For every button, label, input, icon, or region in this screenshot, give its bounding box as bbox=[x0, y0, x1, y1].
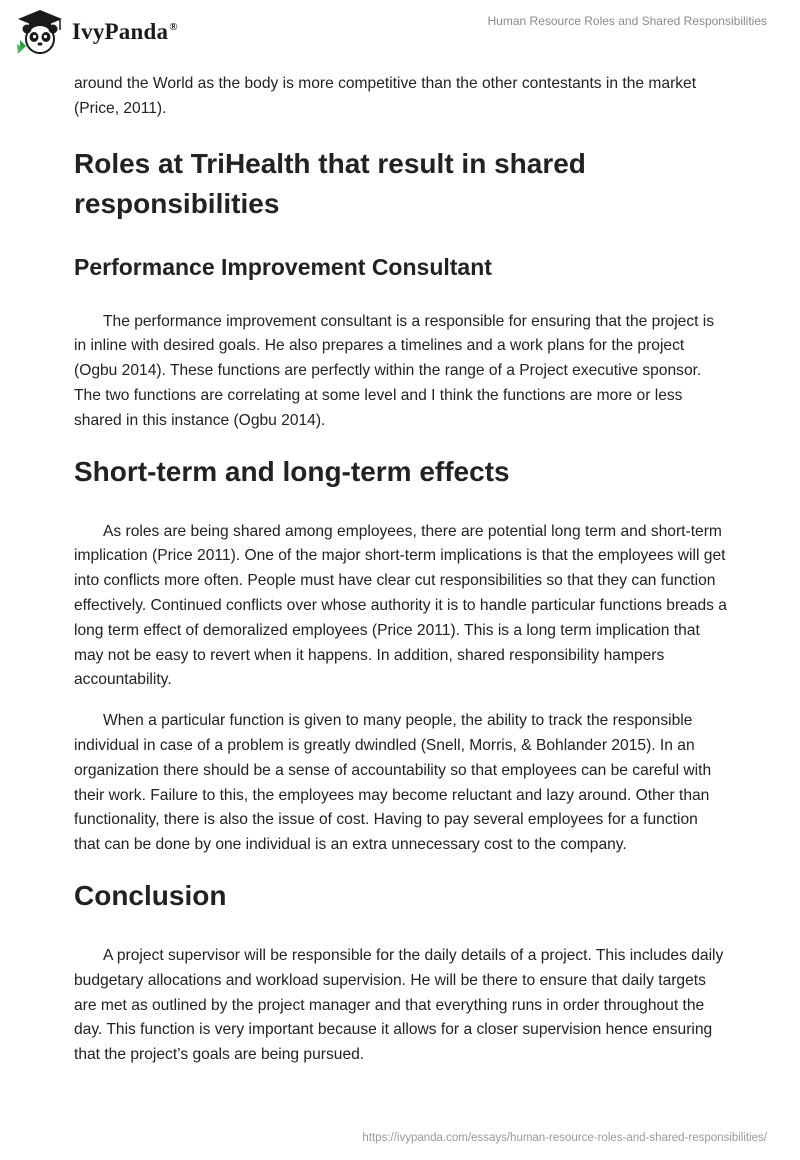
conclusion-paragraph: A project supervisor will be responsible for the daily details of a project. This includes daily budgetary allocations and workload supervision. He will be there to ensure that daily targets are met as outlined by the project manager and that everything runs in order throughout the day. This function is very important because it allows for a closer supervision hence ensuring that the project’s goals are being pursued. bbox=[74, 946, 724, 1064]
brand-name: IvyPanda® bbox=[72, 19, 178, 44]
page-header bbox=[0, 0, 800, 62]
consultant-paragraph: The performance improvement consultant is a responsible for ensuring that the project is in inline with desired goals. He also prepares a timelines and a work plans for the project (Ogbu 2014). These functions are perfectly within the range of a Project executive sponsor. The two functions are correlating at some level and I think the functions are more or less shared in this instance (Ogbu 2014). bbox=[74, 312, 715, 429]
effects-paragraph-1: As roles are being shared among employees, there are potential long term and short-term implication (Price 2011). One of the major short-term implications is that the employees will get into conflicts more often. People must have clear cut responsibilities so that they can function effectively. Continued conflicts over whose authority it is to handle particular functions breads a long term effect of demoralized employees (Price 2011). This is a long term implication that may not be easy to revert when it happens. In addition, shared responsibility hampers accountability. bbox=[74, 522, 727, 689]
intro-continuation-paragraph: around the World as the body is more competitive than the other contestants in the market (Price, 2011). bbox=[74, 75, 697, 117]
essay-content bbox=[74, 72, 728, 1084]
document-title: Human Resource Roles and Shared Responsibilities bbox=[487, 14, 767, 28]
source-url[interactable]: https://ivypanda.com/essays/human-resource-roles-and-shared-responsibilities/ bbox=[362, 1132, 767, 1144]
panda-graduate-icon bbox=[14, 8, 66, 56]
effects-section-heading: Short-term and long-term effects bbox=[74, 455, 510, 487]
consultant-subheading: Performance Improvement Consultant bbox=[74, 253, 492, 280]
effects-paragraph-2: When a particular function is given to many people, the ability to track the responsible individual in case of a problem is greatly dwindled (Snell, Morris, & Bohlander 2015). In an organization there should be a sense of accountability so that employees can be careful with their work. Failure to this, the employees may become reluctant and lazy around. Other than functionality, there is also the issue of cost. Having to pay several employees for a function that can be done by one individual is an extra unnecessary cost to the company. bbox=[74, 712, 712, 854]
ivypanda-logo[interactable] bbox=[14, 8, 178, 56]
conclusion-heading: Conclusion bbox=[74, 879, 227, 911]
roles-section-heading: Roles at TriHealth that result in shared responsibilities bbox=[74, 147, 586, 219]
